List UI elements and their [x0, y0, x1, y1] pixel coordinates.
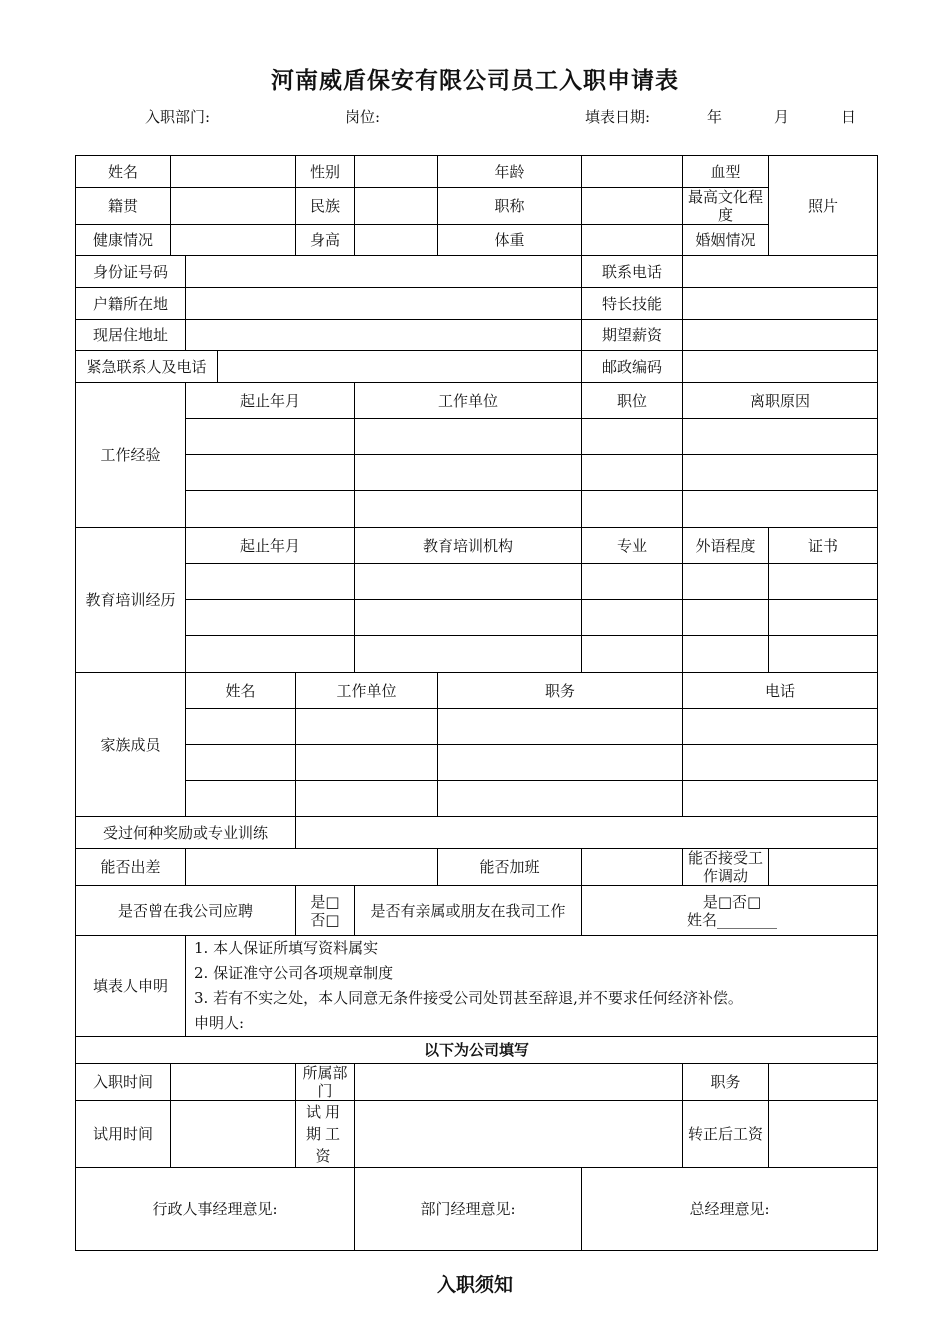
- edu-row: [76, 564, 878, 600]
- awards-label: 受过何种奖励或专业训练: [76, 817, 296, 849]
- postcode-field[interactable]: [683, 351, 878, 383]
- address-label: 现居住地址: [76, 320, 186, 351]
- declaration-line-2: 2. 保证准守公司各项规章制度: [194, 964, 394, 982]
- trial-time-field[interactable]: [171, 1101, 296, 1168]
- emergency-field[interactable]: [218, 351, 582, 383]
- health-field[interactable]: [171, 225, 296, 256]
- age-field[interactable]: [582, 156, 683, 188]
- edu-cert-header: 证书: [769, 528, 878, 564]
- health-label: 健康情况: [76, 225, 171, 256]
- idno-field[interactable]: [186, 256, 582, 288]
- photo-box[interactable]: 照片: [769, 156, 878, 256]
- duty-field-company[interactable]: [769, 1064, 878, 1101]
- work-row: [76, 491, 878, 528]
- work-reason-header: 离职原因: [683, 383, 878, 419]
- ethnic-field[interactable]: [355, 188, 438, 225]
- family-duty-header: 职务: [438, 673, 683, 709]
- skill-label: 特长技能: [582, 288, 683, 320]
- trial-time-label: 试用时间: [76, 1101, 171, 1168]
- blood-label: 血型: [683, 156, 769, 188]
- marriage-label: 婚姻情况: [683, 225, 769, 256]
- transfer-field[interactable]: [769, 849, 878, 886]
- dept-label-company: 所属部门: [296, 1064, 355, 1101]
- hr-opinion-box[interactable]: 行政人事经理意见:: [76, 1168, 355, 1251]
- applied-label: 是否曾在我公司应聘: [76, 886, 296, 936]
- family-section-label: 家族成员: [76, 673, 186, 817]
- declaration-signer[interactable]: 申明人:: [194, 1014, 245, 1032]
- date-label: 填表日期:: [585, 108, 651, 126]
- family-row: [76, 709, 878, 745]
- dept-label: 入职部门:: [145, 108, 211, 126]
- work-period-header: 起止年月: [186, 383, 355, 419]
- relatives-name-field[interactable]: 姓名________: [687, 910, 778, 929]
- trial-salary-field[interactable]: [355, 1101, 683, 1168]
- household-label: 户籍所在地: [76, 288, 186, 320]
- page-title: 河南威盾保安有限公司员工入职申请表: [271, 67, 679, 94]
- salary-label: 期望薪资: [582, 320, 683, 351]
- work-position-header: 职位: [582, 383, 683, 419]
- jobtitle-field[interactable]: [582, 188, 683, 225]
- address-field[interactable]: [186, 320, 582, 351]
- work-section-label: 工作经验: [76, 383, 186, 528]
- dept-field-company[interactable]: [355, 1064, 683, 1101]
- applied-no-checkbox[interactable]: 否□: [310, 910, 340, 929]
- family-company-header: 工作单位: [296, 673, 438, 709]
- date-month: 月: [774, 108, 790, 126]
- salary-field[interactable]: [683, 320, 878, 351]
- emergency-label: 紧急联系人及电话: [76, 351, 218, 383]
- relatives-label: 是否有亲属或朋友在我司工作: [355, 886, 582, 936]
- duty-label-company: 职务: [683, 1064, 769, 1101]
- phone-label: 联系电话: [582, 256, 683, 288]
- transfer-label: 能否接受工作调动: [683, 849, 769, 886]
- declaration-text: [186, 936, 878, 1037]
- family-row: [76, 781, 878, 817]
- native-label: 籍贯: [76, 188, 171, 225]
- edu-row: [76, 636, 878, 673]
- work-row: [76, 455, 878, 491]
- work-company-header: 工作单位: [355, 383, 582, 419]
- relatives-choice[interactable]: [582, 886, 878, 936]
- phone-field[interactable]: [683, 256, 878, 288]
- declaration-line-1: 1. 本人保证所填写资料属实: [194, 939, 379, 957]
- edu-institution-header: 教育培训机构: [355, 528, 582, 564]
- declaration-line-3: 3. 若有不实之处，本人同意无条件接受公司处罚甚至辞退,并不要求任何经济补偿。: [194, 989, 743, 1007]
- postcode-label: 邮政编码: [582, 351, 683, 383]
- family-phone-header: 电话: [683, 673, 878, 709]
- edu-section-label: 教育培训经历: [76, 528, 186, 673]
- ethnic-label: 民族: [296, 188, 355, 225]
- relatives-yesno-checkbox[interactable]: 是□否□: [702, 892, 762, 911]
- dept-opinion-box[interactable]: 部门经理意见:: [355, 1168, 582, 1251]
- regular-salary-field[interactable]: [769, 1101, 878, 1168]
- household-field[interactable]: [186, 288, 582, 320]
- post-label: 岗位:: [345, 108, 381, 126]
- education-label: 最高文化程度: [683, 188, 769, 225]
- age-label: 年龄: [438, 156, 582, 188]
- notice-title: 入职须知: [436, 1274, 513, 1296]
- applied-choice[interactable]: [296, 886, 355, 936]
- declaration-label: 填表人申明: [76, 936, 186, 1037]
- company-section-header: 以下为公司填写: [76, 1037, 878, 1064]
- overtime-field[interactable]: [582, 849, 683, 886]
- jobtitle-label: 职称: [438, 188, 582, 225]
- travel-label: 能否出差: [76, 849, 186, 886]
- gender-field[interactable]: [355, 156, 438, 188]
- entry-time-label: 入职时间: [76, 1064, 171, 1101]
- travel-field[interactable]: [186, 849, 438, 886]
- edu-row: [76, 600, 878, 636]
- weight-label: 体重: [438, 225, 582, 256]
- skill-field[interactable]: [683, 288, 878, 320]
- gm-opinion-box[interactable]: 总经理意见:: [582, 1168, 878, 1251]
- name-field[interactable]: [171, 156, 296, 188]
- weight-field[interactable]: [582, 225, 683, 256]
- family-name-header: 姓名: [186, 673, 296, 709]
- height-label: 身高: [296, 225, 355, 256]
- date-year: 年: [707, 108, 723, 126]
- native-field[interactable]: [171, 188, 296, 225]
- edu-major-header: 专业: [582, 528, 683, 564]
- edu-language-header: 外语程度: [683, 528, 769, 564]
- applied-yes-checkbox[interactable]: 是□: [310, 892, 340, 911]
- awards-field[interactable]: [296, 817, 878, 849]
- height-field[interactable]: [355, 225, 438, 256]
- trial-salary-label: 试用期工资: [296, 1101, 355, 1168]
- regular-salary-label: 转正后工资: [683, 1101, 769, 1168]
- name-label: 姓名: [76, 156, 171, 188]
- overtime-label: 能否加班: [438, 849, 582, 886]
- edu-period-header: 起止年月: [186, 528, 355, 564]
- gender-label: 性别: [296, 156, 355, 188]
- application-form: [75, 155, 878, 1251]
- entry-time-field[interactable]: [171, 1064, 296, 1101]
- family-row: [76, 745, 878, 781]
- date-day: 日: [841, 108, 857, 126]
- idno-label: 身份证号码: [76, 256, 186, 288]
- work-row: [76, 419, 878, 455]
